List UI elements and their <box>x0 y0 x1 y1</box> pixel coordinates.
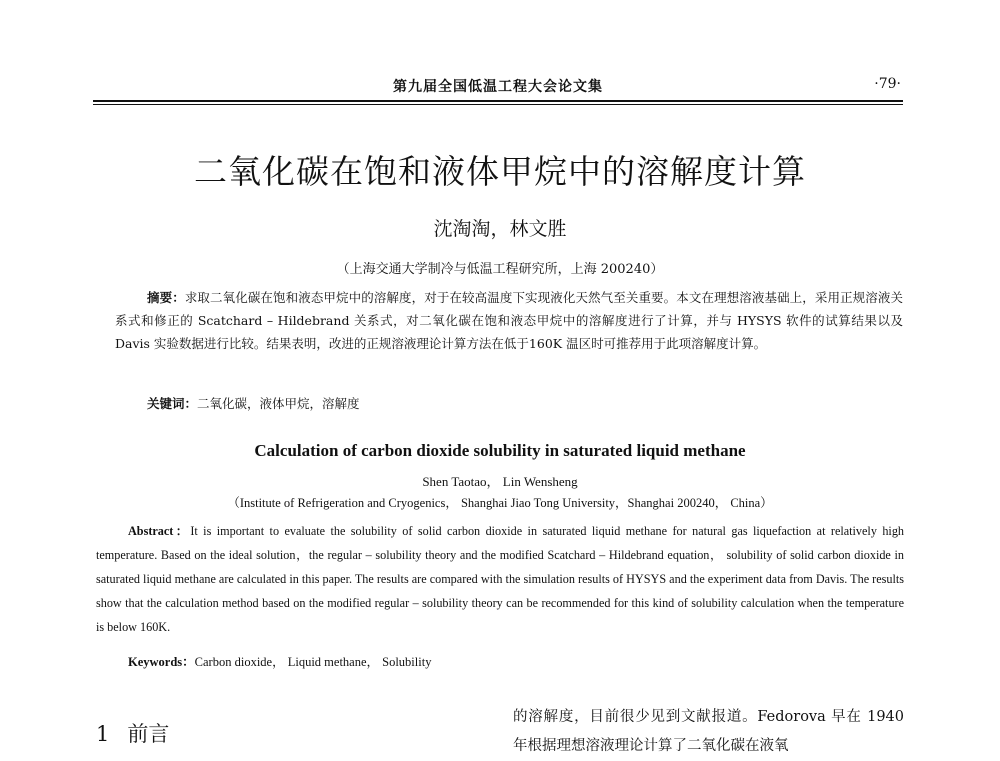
authors-en: Shen Taotao， Lin Wensheng <box>422 474 578 489</box>
paper-title-cn: 二氧化碳在饱和液体甲烷中的溶解度计算 <box>194 152 806 191</box>
keywords-en-text: Carbon dioxide， Liquid methane， Solubility <box>194 655 432 669</box>
keywords-cn-label: 关键词： <box>147 396 198 411</box>
body-text-column-right: 的溶解度，目前很少见到文献报道。Fedorova 早在 1940 年根据理想溶液理论计算了二氧化碳在液氧 <box>513 709 904 754</box>
affiliation-cn: （上海交通大学制冷与低温工程研究所，上海 200240） <box>336 262 664 277</box>
authors-cn: 沈淘淘，林文胜 <box>433 218 567 240</box>
section-heading <box>96 718 169 748</box>
abstract-cn <box>115 286 903 355</box>
keywords-cn <box>147 394 360 412</box>
abstract-en <box>96 519 904 639</box>
abstract-en-text: It is important to evaluate the solubility of solid carbon dioxide in saturated liquid methane for natural gas liquefaction at relatively high temperature. Based on the ideal solution，the regular – solubility theory and the modified Scatchard – Hildebrand equation， solubility of solid carbon dioxide in saturated liquid methane are calculated in this paper. The results are compared with the simulation results of HYSYS and the experiment data from Davis. The results show that the calculation method based on the modified regular – solubility theory can be recommended for this kind of solubility calculation when the temperature is below 160K. <box>96 524 905 634</box>
header-rule-thick <box>93 100 903 102</box>
affiliation-en: （Institute of Refrigeration and Cryogenics， Shanghai Jiao Tong University，Shanghai 200240， China） <box>227 496 773 510</box>
header-rule-thin <box>93 104 903 105</box>
section-title: 前言 <box>127 722 170 746</box>
keywords-en-label: Keywords： <box>128 655 195 669</box>
page-number: ·79· <box>874 76 901 92</box>
abstract-cn-text: 求取二氧化碳在饱和液态甲烷中的溶解度，对于在较高温度下实现液化天然气至关重要。本文在理想溶液基础上，采用正规溶液关系式和修正的 Scatchard – Hildebrand 关系式，对二氧化碳在饱和液态甲烷中的溶解度进行了计算，并与 HYSYS 软件的试算结果以及 Davis 实验数据进行比较。结果表明，改进的正规溶液理论计算方法在低于160K 温区时可推荐用于此项溶解度计算。 <box>115 290 903 351</box>
keywords-cn-text: 二氧化碳，液体甲烷，溶解度 <box>197 396 360 411</box>
abstract-cn-label: 摘要： <box>147 290 185 305</box>
abstract-en-label: Abstract： <box>128 524 191 538</box>
running-header <box>93 72 903 98</box>
paper-title-en: Calculation of carbon dioxide solubility in saturated liquid methane <box>254 441 746 460</box>
keywords-en <box>128 652 431 670</box>
section-number: 1 <box>96 722 110 746</box>
proceedings-title: 第九届全国低温工程大会论文集 <box>393 79 603 95</box>
